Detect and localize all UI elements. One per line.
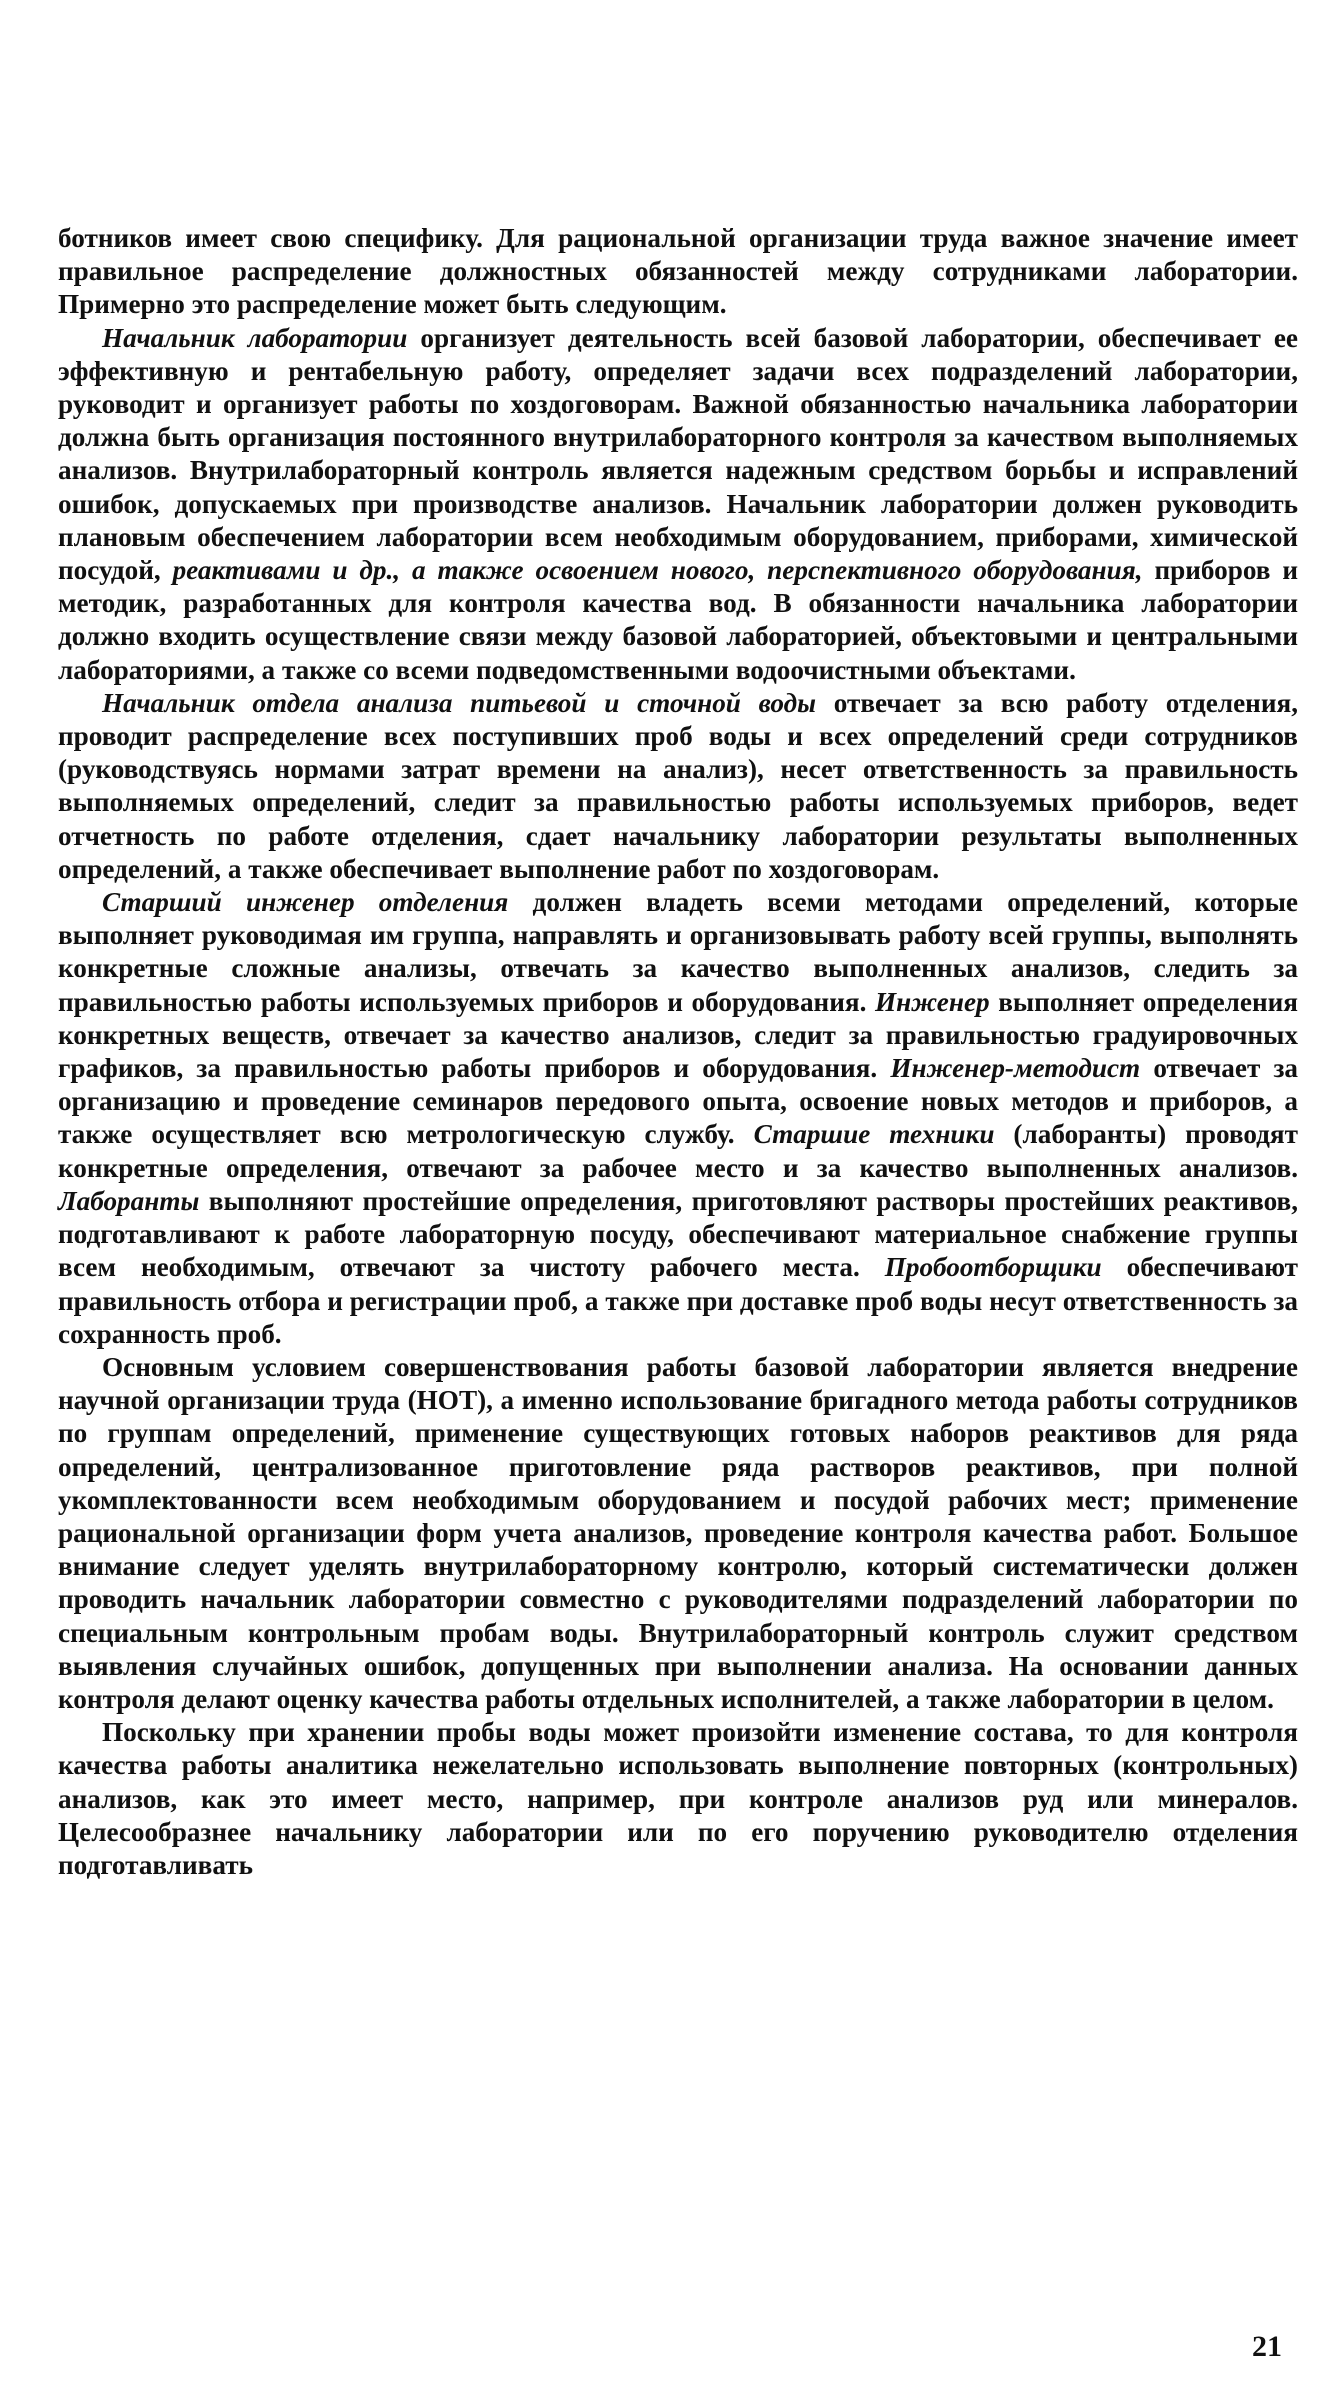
italic-term: Инженер (875, 986, 990, 1017)
page-number: 21 (1252, 2330, 1282, 2363)
page-text (58, 222, 1298, 1882)
text-run: организует деятельность всей базовой лаборатории, обеспечивает ее эффективную и рентабельную работу, определяет задачи всех подразделений лаборатории, руководит и организует работы по хоздоговорам. Важной обязанностью начальника лаборатории должна быть организация постоянного внутрилабораторного контроля за качеством выполняемых анализов. Внутрилабораторный контроль является надежным средством борьбы и исправлений ошибок, допускаемых при производстве анализов. Начальник лаборатории должен руководить плановым обеспечением лаборатории всем необходимым оборудованием, приборами, химической посудой, (58, 322, 1298, 586)
paragraph-3 (58, 687, 1298, 886)
text-run: Поскольку при хранении пробы воды может произойти изменение состава, то для контроля качества работы аналитика нежелательно использовать выполнение повторных (контрольных) анализов, как это имеет место, например, при контроле анализов руд или минералов. Целесообразнее начальнику лаборатории или по его поручению руководителю отделения подготавливать (58, 1717, 1298, 1880)
text-run: выполняет определения конкретных веществ, отвечает за качество анализов, следит за правильностью градуировочных графиков, за правильностью работы приборов и оборудования. (58, 986, 1299, 1084)
italic-term: Пробоотборщики (884, 1252, 1102, 1283)
italic-term: Старшие техники (753, 1119, 995, 1150)
italic-term: реактивами и др., а также освоением нового, перспективного оборудования, (172, 555, 1143, 586)
text-run: выполняют простейшие определения, приготовляют растворы простейших реактивов, подготавливают к работе лабораторную посуду, обеспечивают материальное снабжение группы всем необходимым, отвечают за чистоту рабочего места. (58, 1185, 1298, 1283)
text-run: Основным условием совершенствования работы базовой лаборатории является внедрение научной организации труда (НОТ), а именно использование бригадного метода работы сотрудников по группам определений, применение существующих готовых наборов реактивов для ряда определений, централизованное приготовление ряда растворов реактивов, при полной укомплектованности всем необходимым оборудованием и посудой рабочих мест; применение рациональной организации форм учета анализов, проведение контроля качества работ. Большое внимание следует уделять внутрилабораторному контролю, который систематически должен проводить начальник лаборатории совместно с руководителями подразделений лаборатории по специальным контрольным пробам воды. Внутрилабораторный контроль служит средством выявления случайных ошибок, допущенных при выполнении анализа. На основании данных контроля делают оценку качества работы отдельных исполнителей, а также лаборатории в целом. (58, 1351, 1298, 1714)
italic-term: Начальник отдела анализа питьевой и сточной воды (102, 687, 817, 718)
paragraph-5 (58, 1351, 1298, 1716)
italic-term: Начальник лаборатории (102, 322, 408, 353)
paragraph-6 (58, 1716, 1298, 1882)
paragraph-4 (58, 886, 1298, 1351)
paragraph-2 (58, 322, 1298, 687)
text-run: должен владеть всеми методами определений, которые выполняет руководимая им группа, направлять и организовывать работу всей группы, выполнять конкретные сложные анализы, отвечать за качество выполненных анализов, следить за правильностью работы используемых приборов и оборудования. (58, 887, 1299, 1017)
paragraph-1 (58, 222, 1298, 322)
text-run: обеспечивают правильность отбора и регистрации проб, а также при доставке проб воды несут ответственность за сохранность проб. (58, 1252, 1298, 1349)
italic-term: Старший инженер отделения (102, 887, 509, 918)
text-run: (лаборанты) проводят конкретные определения, отвечают за рабочее место и за качество выполненных анализов. (58, 1119, 1298, 1183)
text-run: приборов и методик, разработанных для контроля качества вод. В обязанности начальника лаборатории должно входить осуществление связи между базовой лабораторией, объектовыми и центральными лабораториями, а также со всеми подведомственными водоочистными объектами. (58, 555, 1299, 685)
italic-term: Инженер-методист (890, 1053, 1141, 1084)
text-run: ботников имеет свою специфику. Для рациональной организации труда важное значение имеет правильное распределение должностных обязанностей между сотрудниками лаборатории. Примерно это распределение может быть следующим. (58, 223, 1298, 320)
italic-term: Лаборанты (58, 1185, 200, 1216)
text-run: отвечает за всю работу отделения, проводит распределение всех поступивших проб воды и всех определений среди сотрудников (руководствуясь нормами затрат времени на анализ), несет ответственность за правильность выполняемых определений, следит за правильностью работы используемых приборов, ведет отчетность по работе отделения, сдает начальнику лаборатории результаты выполненных определений, а также обеспечивает выполнение работ по хоздоговорам. (58, 687, 1298, 884)
text-run: отвечает за организацию и проведение семинаров передового опыта, освоение новых методов и приборов, а также осуществляет всю метрологическую службу. (58, 1053, 1298, 1150)
